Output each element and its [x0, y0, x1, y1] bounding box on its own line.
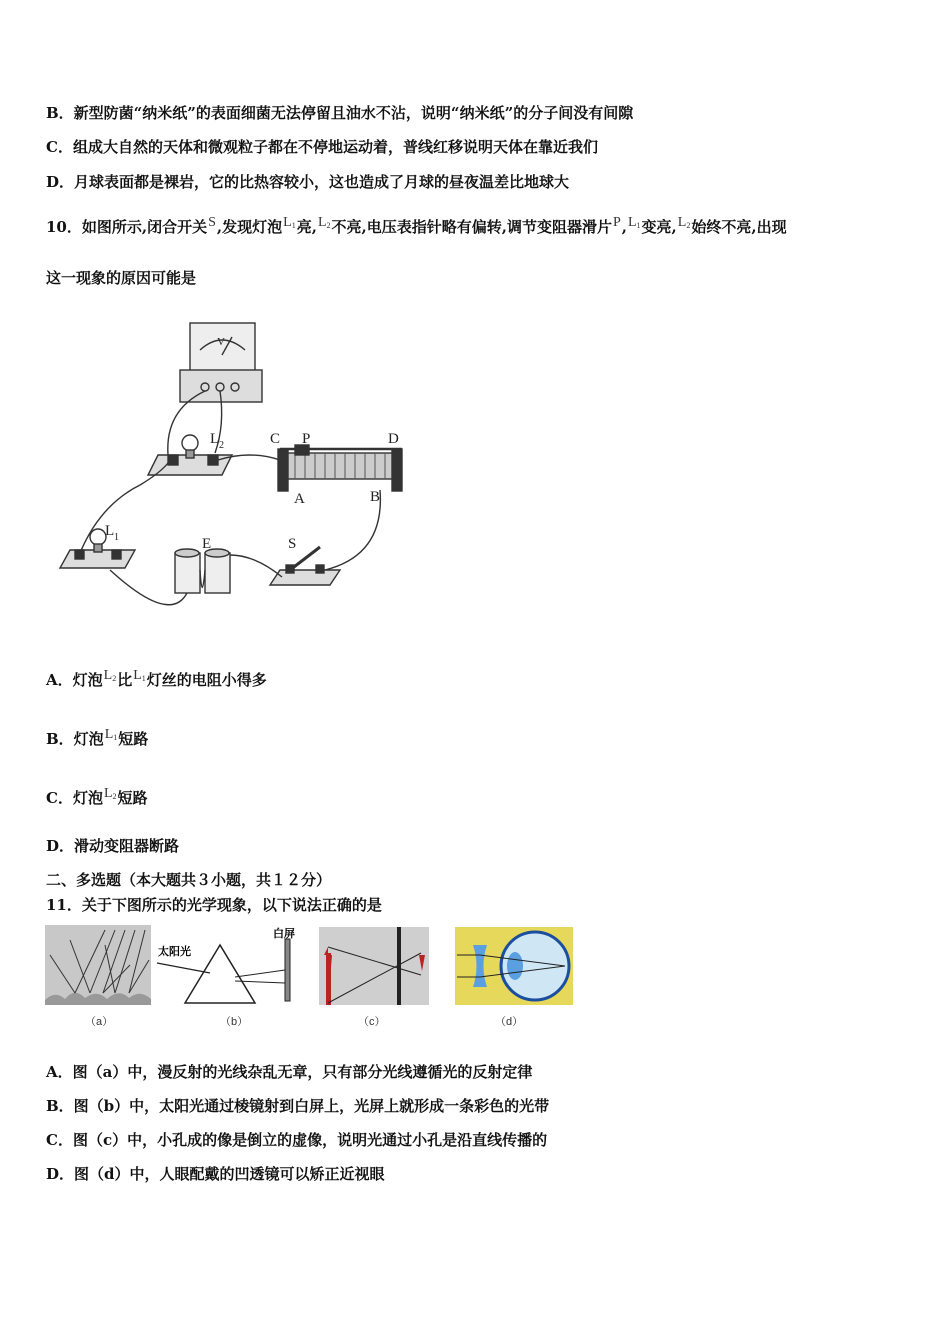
q10-text: 始终不亮,出现 [691, 218, 787, 236]
lamp-l2-sub: 2 [219, 440, 224, 451]
figure-d-eye-lens [455, 927, 573, 1005]
q11-option-c: C．图（c）中，小孔成的像是倒立的虚像，说明光通过小孔是沿直线传播的 [46, 1131, 548, 1149]
terminal-d-label: D [388, 431, 399, 447]
sunlight-label: 太阳光 [158, 945, 191, 958]
lamp-l2-symbol: L2 [103, 668, 117, 683]
q10-stem-line2: 这一现象的原因可能是 [46, 269, 197, 287]
q10-text: 如图所示,闭合开关 [81, 218, 208, 236]
lamp-l1-symbol: L1 [283, 215, 296, 230]
switch-label: S [288, 536, 297, 552]
q9-option-c: C．组成大自然的天体和微观粒子都在不停地运动着，普线红移说明天体在靠近我们 [46, 138, 598, 156]
battery-label: E [202, 536, 212, 552]
q11-stem: 11．关于下图所示的光学现象，以下说法正确的是 [46, 896, 382, 914]
caption-a: （a） [85, 1016, 114, 1028]
terminal-a-label: A [294, 491, 305, 507]
terminal-b-label: B [370, 489, 381, 505]
q11-option-a: A．图（a）中，漫反射的光线杂乱无章，只有部分光线遵循光的反射定律 [46, 1063, 533, 1081]
q11-option-b: B．图（b）中，太阳光通过棱镜射到白屏上，光屏上就形成一条彩色的光带 [46, 1097, 550, 1115]
lamp-l1-symbol: L1 [627, 215, 641, 230]
lamp-l2-symbol: L2 [677, 215, 691, 230]
q10-option-c-text: C．灯泡 [46, 789, 103, 807]
q10-text: ,发现灯泡 [216, 218, 283, 236]
q10-number: 10． [46, 218, 82, 236]
q10-option-a-text: 灯丝的电阻小得多 [146, 671, 267, 689]
q9-option-b: B．新型防菌“纳米纸”的表面细菌无法停留且油水不沾，说明“纳米纸”的分子间没有间隙 [46, 104, 634, 122]
circuit-diagram [50, 315, 420, 615]
rheostat-coil [285, 453, 395, 479]
voltmeter-label: V [217, 336, 225, 348]
lamp-l2-label: L [210, 431, 220, 447]
switch-symbol: S [208, 215, 216, 230]
caption-b: （b） [220, 1016, 249, 1028]
battery-cell-2 [205, 553, 230, 593]
figure-a-diffuse-reflection [45, 925, 151, 1005]
caption-d: （d） [495, 1016, 524, 1028]
figure-b-prism [157, 926, 295, 1003]
q10-option-a [46, 669, 267, 690]
figure-c-pinhole [319, 927, 429, 1005]
section-2-heading: 二、多选题（本大题共３小题，共１２分） [46, 871, 332, 889]
q10-option-c-text: 短路 [117, 789, 148, 807]
terminal-p-label: P [302, 431, 311, 447]
q10-text: 变亮, [641, 218, 677, 236]
lamp-l1-symbol: L1 [133, 668, 146, 683]
q10-option-a-text: A．灯泡 [46, 671, 103, 689]
lamp-l2-symbol: L2 [103, 786, 117, 801]
optics-figures [45, 925, 585, 1035]
slider-symbol: P [612, 215, 621, 230]
q10-text: 亮, [296, 218, 317, 236]
q11-option-d: D．图（d）中，人眼配戴的凹透镜可以矫正近视眼 [46, 1165, 385, 1183]
q10-option-b [46, 728, 148, 749]
lamp-l1-label: L [105, 523, 115, 539]
q10-text: , [621, 218, 627, 236]
q10-option-c [46, 787, 148, 808]
caption-c: （c） [358, 1016, 386, 1028]
lamp-l2-symbol: L2 [317, 215, 331, 230]
q10-option-d: D．滑动变阻器断路 [46, 837, 180, 855]
q10-text: 不亮,电压表指针略有偏转,调节变阻器滑片 [331, 218, 612, 236]
q10-option-b-text: 短路 [118, 730, 149, 748]
lamp-l1-sub: 1 [114, 532, 119, 543]
battery-cell-1 [175, 553, 200, 593]
screen-label: 白屏 [273, 927, 295, 940]
q10-option-a-text: 比 [117, 671, 133, 689]
lamp-l1-board [60, 550, 135, 568]
switch-base [270, 570, 340, 585]
terminal-c-label: C [270, 431, 281, 447]
q9-option-d: D．月球表面都是裸岩，它的比热容较小，这也造成了月球的昼夜温差比地球大 [46, 173, 570, 191]
q10-stem-line1 [46, 216, 787, 237]
q10-option-b-text: B．灯泡 [46, 730, 104, 748]
lamp-l1-symbol: L1 [104, 727, 118, 742]
